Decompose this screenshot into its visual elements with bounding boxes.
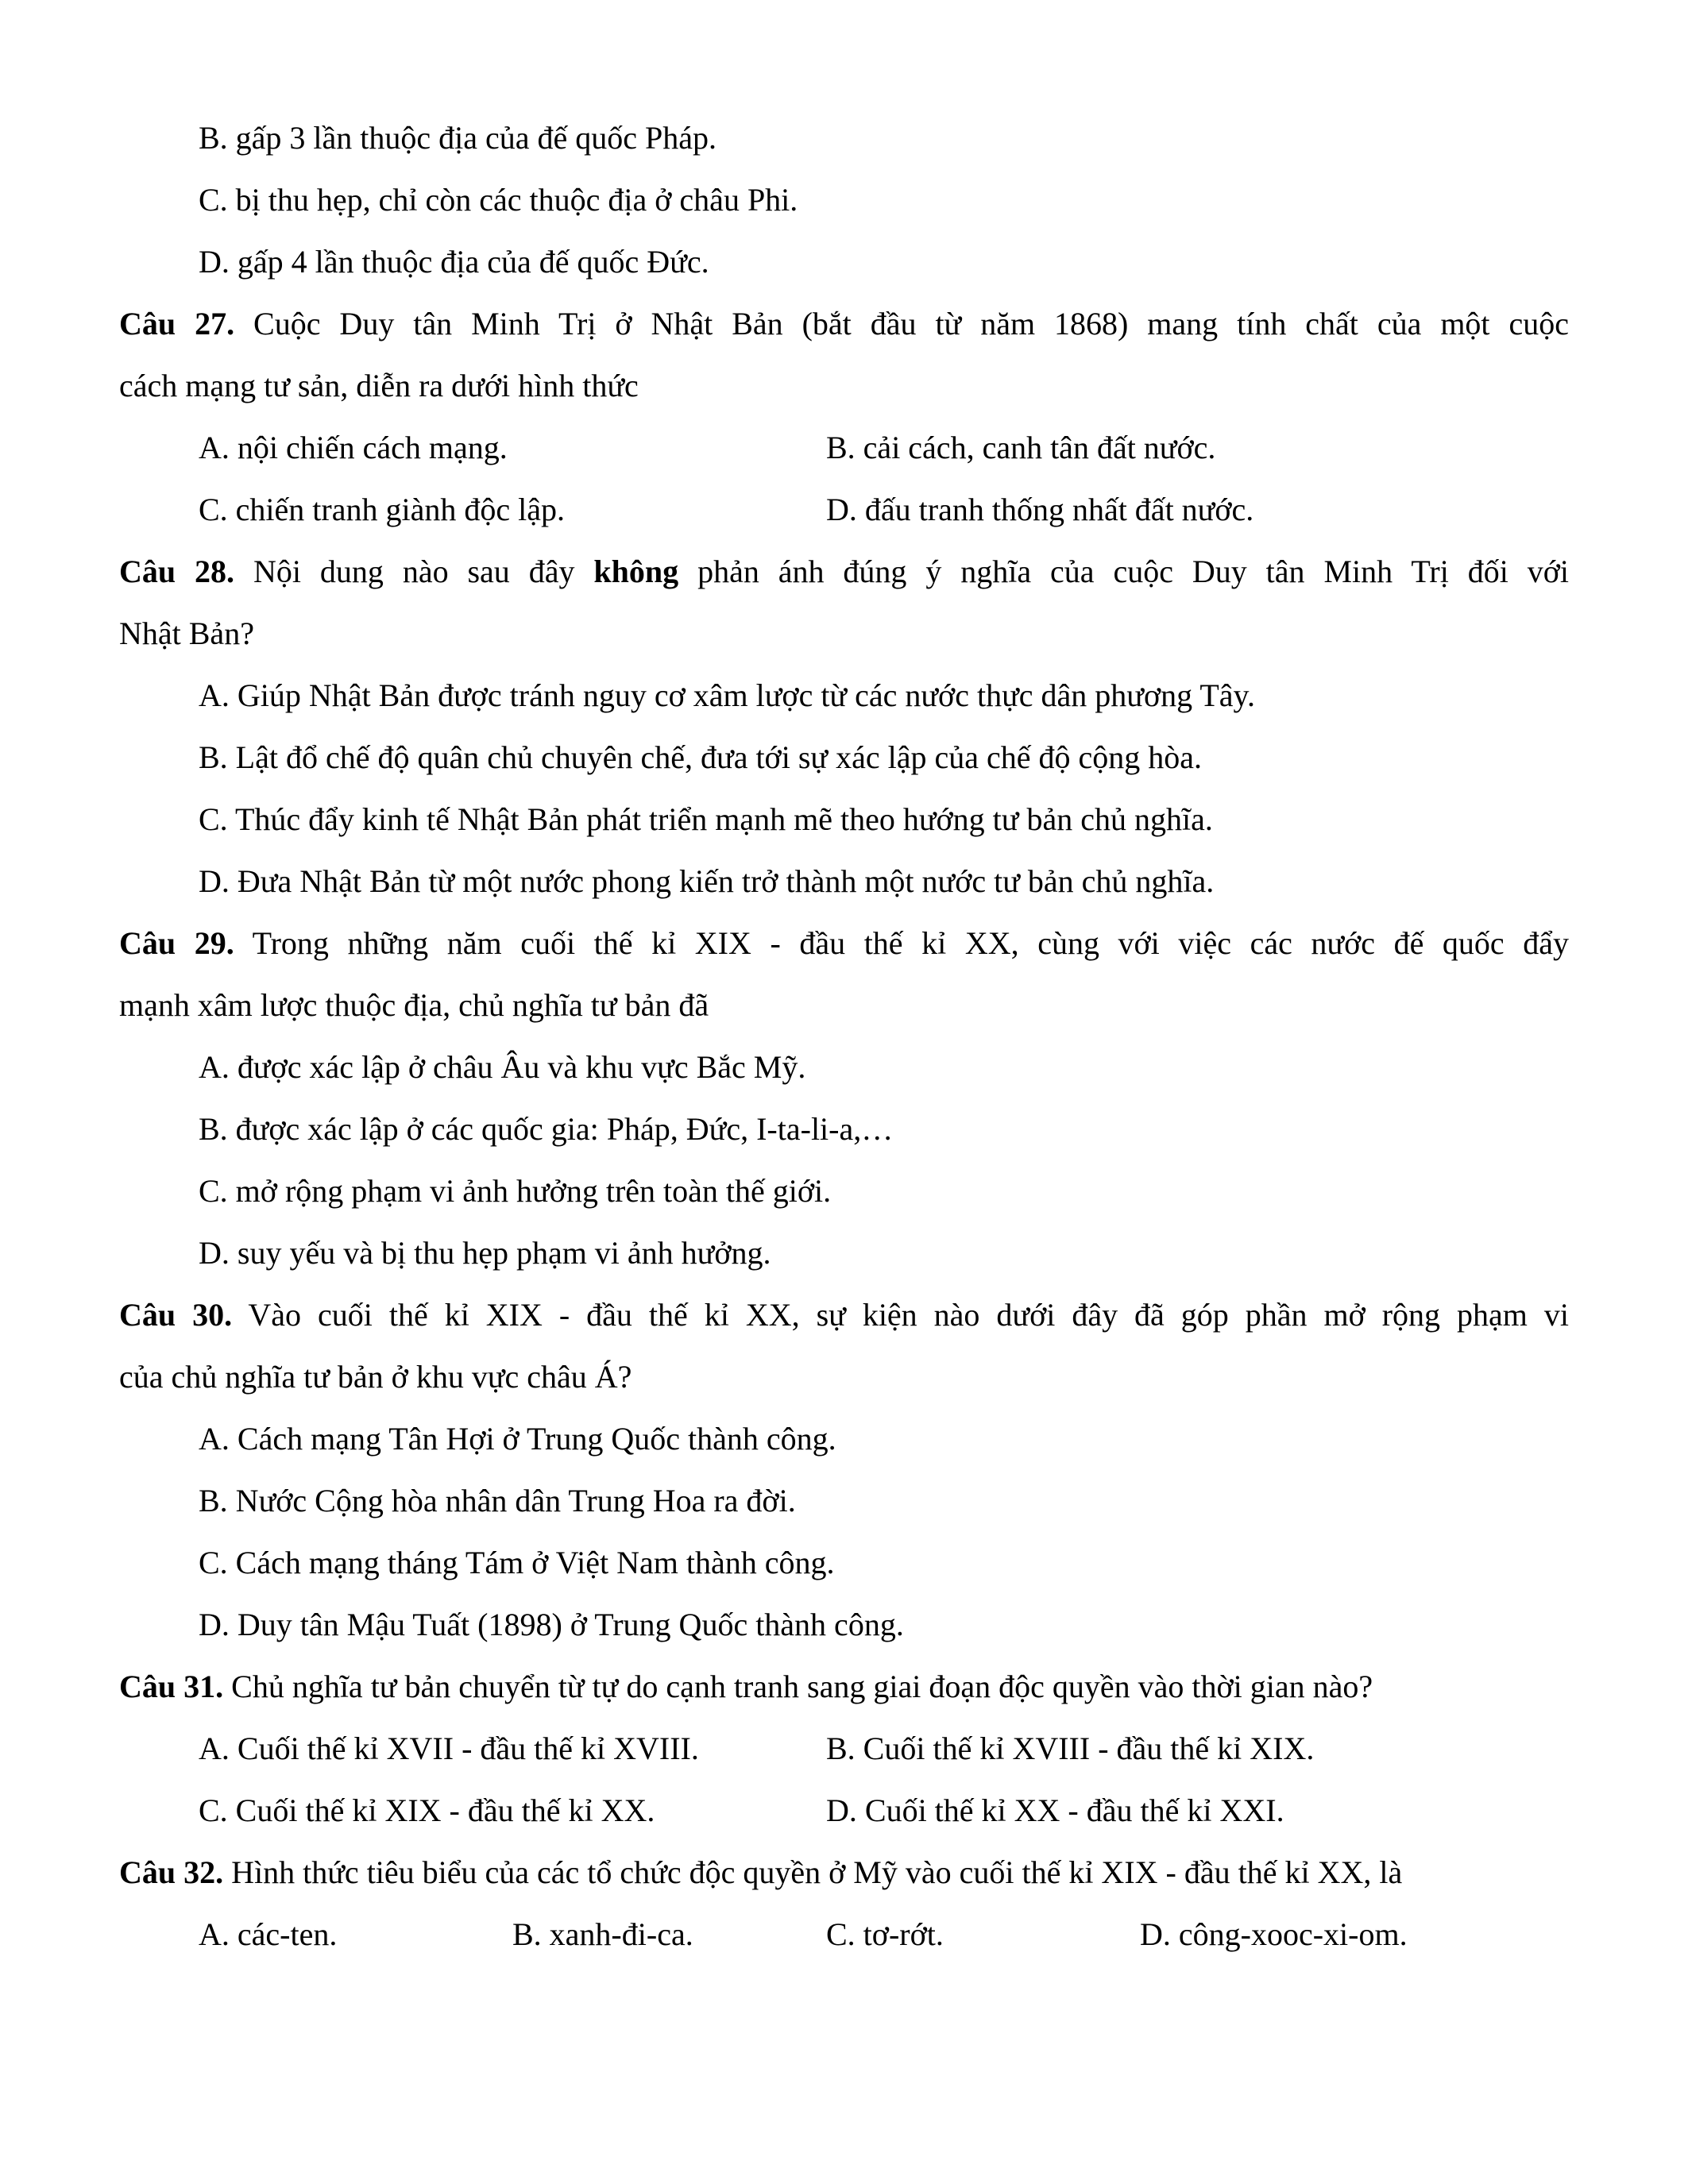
q28-stem-line1 — [119, 553, 1569, 591]
q28-negation: không — [593, 554, 679, 589]
q32-option-c: C. tơ-rớt. — [826, 1916, 944, 1952]
q31-text: Chủ nghĩa tư bản chuyển từ tự do cạnh tranh sang giai đoạn độc quyền vào thời gian nào? — [231, 1669, 1373, 1704]
q30-label: Câu 30. — [119, 1297, 233, 1333]
q28-label: Câu 28. — [119, 554, 235, 589]
q31-option-c: C. Cuối thế kỉ XIX - đầu thế kỉ XX. — [199, 1792, 655, 1828]
q29-label: Câu 29. — [119, 925, 234, 961]
q32-text: Hình thức tiêu biểu của các tổ chức độc quyền ở Mỹ vào cuối thế kỉ XIX - đầu thế kỉ XX, là — [231, 1854, 1403, 1890]
q29-stem-line1 — [119, 924, 1569, 963]
q31-label: Câu 31. — [119, 1669, 224, 1704]
q28-text-pre: Nội dung nào sau đây — [253, 554, 575, 589]
prev-option-d: D. gấp 4 lần thuộc địa của đế quốc Đức. — [199, 244, 709, 280]
q30-stem-line1 — [119, 1296, 1569, 1334]
q30-option-b: B. Nước Cộng hòa nhân dân Trung Hoa ra đời. — [199, 1483, 796, 1518]
prev-option-b: B. gấp 3 lần thuộc địa của đế quốc Pháp. — [199, 120, 717, 156]
q29-text: Trong những năm cuối thế kỉ XIX - đầu thế kỉ XX, cùng với việc các nước đế quốc đẩy — [252, 925, 1569, 961]
q31-stem-line1 — [119, 1668, 1373, 1706]
q30-option-c: C. Cách mạng tháng Tám ở Việt Nam thành công. — [199, 1545, 835, 1580]
q29-option-b: B. được xác lập ở các quốc gia: Pháp, Đức, I-ta-li-a,… — [199, 1111, 894, 1147]
q27-option-d: D. đấu tranh thống nhất đất nước. — [826, 492, 1254, 527]
q28-text-post: phản ánh đúng ý nghĩa của cuộc Duy tân Minh Trị đối với — [697, 554, 1570, 589]
q32-label: Câu 32. — [119, 1854, 224, 1890]
q29-stem-line2: mạnh xâm lược thuộc địa, chủ nghĩa tư bản đã — [119, 987, 709, 1023]
q27-stem-line2: cách mạng tư sản, diễn ra dưới hình thức — [119, 368, 639, 403]
q28-option-b: B. Lật đổ chế độ quân chủ chuyên chế, đưa tới sự xác lập của chế độ cộng hòa. — [199, 739, 1202, 775]
q29-option-c: C. mở rộng phạm vi ảnh hưởng trên toàn thế giới. — [199, 1173, 832, 1209]
q28-option-d: D. Đưa Nhật Bản từ một nước phong kiến trở thành một nước tư bản chủ nghĩa. — [199, 863, 1215, 899]
q32-option-d: D. công-xooc-xi-om. — [1140, 1916, 1408, 1952]
q30-option-a: A. Cách mạng Tân Hợi ở Trung Quốc thành công. — [199, 1421, 836, 1457]
q27-option-c: C. chiến tranh giành độc lập. — [199, 492, 565, 527]
prev-option-c: C. bị thu hẹp, chỉ còn các thuộc địa ở châu Phi. — [199, 182, 798, 218]
q32-stem-line1 — [119, 1854, 1402, 1892]
q28-stem-line2: Nhật Bản? — [119, 615, 254, 651]
q27-label: Câu 27. — [119, 306, 235, 341]
q30-text: Vào cuối thế kỉ XIX - đầu thế kỉ XX, sự kiện nào dưới đây đã góp phần mở rộng phạm vi — [248, 1297, 1569, 1333]
q31-option-d: D. Cuối thế kỉ XX - đầu thế kỉ XXI. — [826, 1792, 1284, 1828]
q28-option-a: A. Giúp Nhật Bản được tránh nguy cơ xâm lược từ các nước thực dân phương Tây. — [199, 677, 1255, 713]
q30-stem-line2: của chủ nghĩa tư bản ở khu vực châu Á? — [119, 1359, 632, 1395]
q28-option-c: C. Thúc đẩy kinh tế Nhật Bản phát triển mạnh mẽ theo hướng tư bản chủ nghĩa. — [199, 801, 1213, 837]
q32-option-b: B. xanh-đi-ca. — [512, 1916, 693, 1952]
q32-option-a: A. các-ten. — [199, 1916, 338, 1952]
q31-option-b: B. Cuối thế kỉ XVIII - đầu thế kỉ XIX. — [826, 1731, 1315, 1766]
q29-option-a: A. được xác lập ở châu Âu và khu vực Bắc Mỹ. — [199, 1049, 806, 1085]
q27-text: Cuộc Duy tân Minh Trị ở Nhật Bản (bắt đầu từ năm 1868) mang tính chất của một cuộc — [253, 306, 1569, 341]
q29-option-d: D. suy yếu và bị thu hẹp phạm vi ảnh hưởng. — [199, 1235, 771, 1271]
q30-option-d: D. Duy tân Mậu Tuất (1898) ở Trung Quốc thành công. — [199, 1607, 904, 1642]
q31-option-a: A. Cuối thế kỉ XVII - đầu thế kỉ XVIII. — [199, 1731, 699, 1766]
q27-option-a: A. nội chiến cách mạng. — [199, 430, 508, 465]
q27-stem-line1 — [119, 305, 1569, 343]
q27-option-b: B. cải cách, canh tân đất nước. — [826, 430, 1216, 465]
